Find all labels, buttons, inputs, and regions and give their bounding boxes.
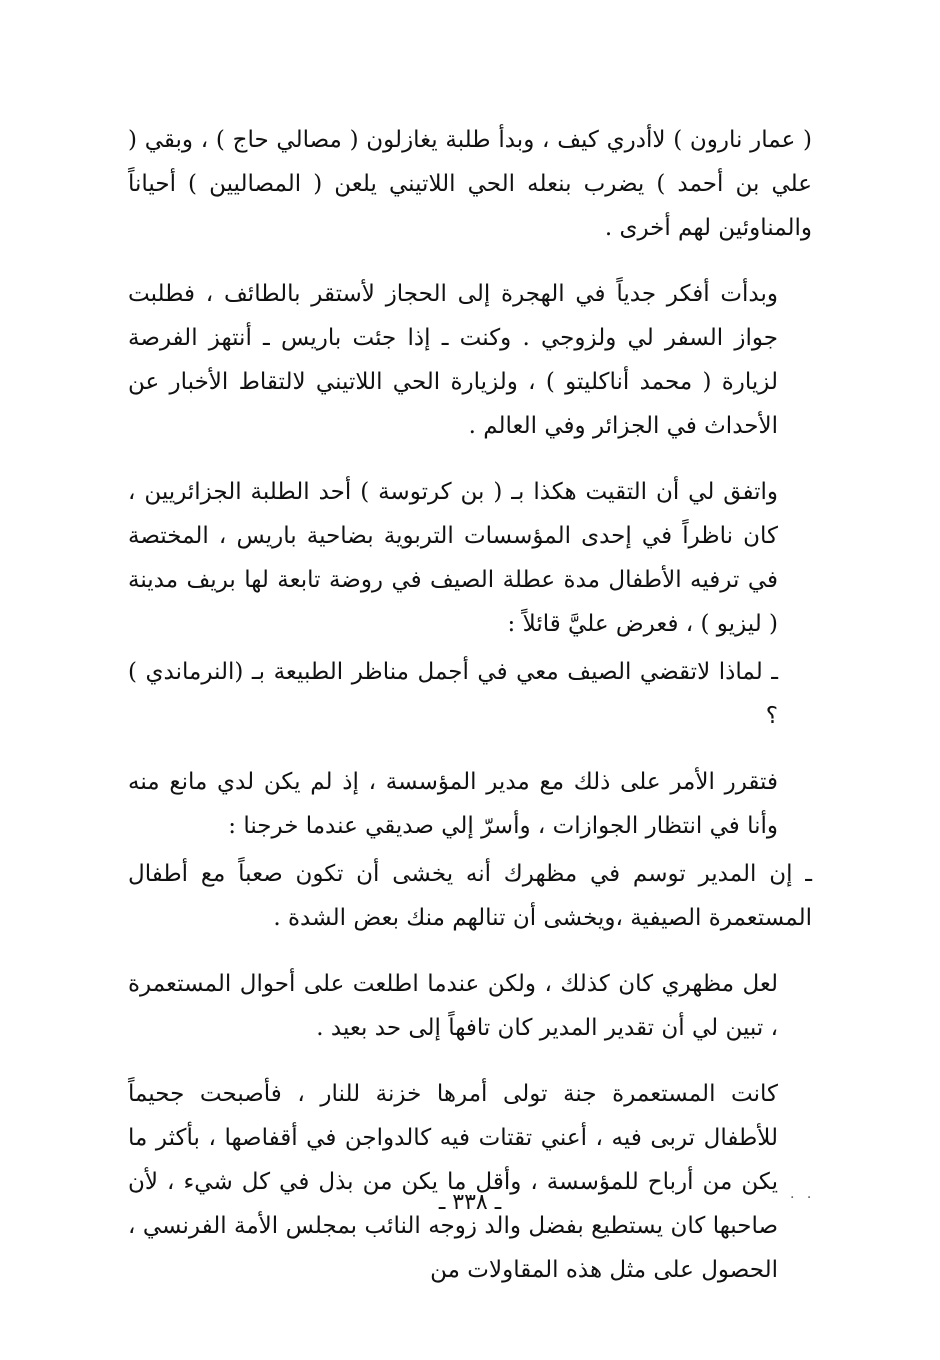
paragraph-gap	[128, 448, 812, 470]
paragraph-gap	[128, 738, 812, 760]
corner-mark: . .	[790, 1186, 816, 1202]
paragraph-2: وبدأت أفكر جدياً في الهجرة إلى الحجاز لأستقر بالطائف ، فطلبت جواز السفر لي ولزوجي . وكنت ـ إذا جئت باريس ـ أنتهز الفرصة لزيارة ( محمد أناكليتو ) ، ولزيارة الحي اللاتيني لالتقاط الأخبار عن الأحداث في الجزائر وفي العالم .	[128, 281, 778, 439]
paragraph-4: فتقرر الأمر على ذلك مع مدير المؤسسة ، إذ لم يكن لدي مانع منه وأنا في انتظار الجوازات ، وأسرّ إلي صديقي عندما خرجنا :	[128, 769, 778, 839]
paragraph-6: كانت المستعمرة جنة تولى أمرها خزنة للنار ، فأصبحت جحيماً للأطفال تربى فيه ، أعني تقتات فيه كالدواجن في أقفاصها ، بأكثر ما يكن من أرباح للمؤسسة ، وأقل ما يكن من بذل في كل شيء ، لأن صاحبها كان يستطيع بفضل والد زوجه النائب بمجلس الأمة الفرنسي ، الحصول على مثل هذه المقاولات من	[128, 1081, 778, 1283]
page-body	[128, 118, 812, 1292]
dialogue-line-2: ـ إن المدير توسم في مظهرك أنه يخشى أن تكون صعباً مع أطفال المستعمرة الصيفية ،ويخشى أن تنالهم منك بعض الشدة .	[128, 861, 812, 931]
dialogue-line-1: ـ لماذا لاتقضي الصيف معي في أجمل مناظر الطبيعة بـ (النرماندي ) ؟	[128, 659, 778, 729]
paragraph-3: واتفق لي أن التقيت هكذا بـ ( بن كرتوسة ) أحد الطلبة الجزائريين ، كان ناظراً في إحدى المؤسسات التربوية بضاحية باريس ، المختصة في ترفيه الأطفال مدة عطلة الصيف في روضة تابعة لها بريف مدينة ( ليزيو ) ، فعرض عليَّ قائلاً :	[128, 479, 778, 637]
paragraph-gap	[128, 1050, 812, 1072]
page-number: ـ ٣٣٨ ـ	[438, 1190, 502, 1215]
paragraph-gap	[128, 940, 812, 962]
paragraph-5: لعل مظهري كان كذلك ، ولكن عندما اطلعت على أحوال المستعمرة ، تبين لي أن تقدير المدير كان تافهاً إلى حد بعيد .	[128, 971, 778, 1041]
paragraph-gap	[128, 250, 812, 272]
paragraph-1: ( عمار نارون ) لاأدري كيف ، وبدأ طلبة يغازلون ( مصالي حاج ) ، وبقي ( علي بن أحمد ) يضرب بنعله الحي اللاتيني يلعن ( المصاليين ) أحياناً والمناوئين لهم أخرى .	[128, 127, 812, 241]
